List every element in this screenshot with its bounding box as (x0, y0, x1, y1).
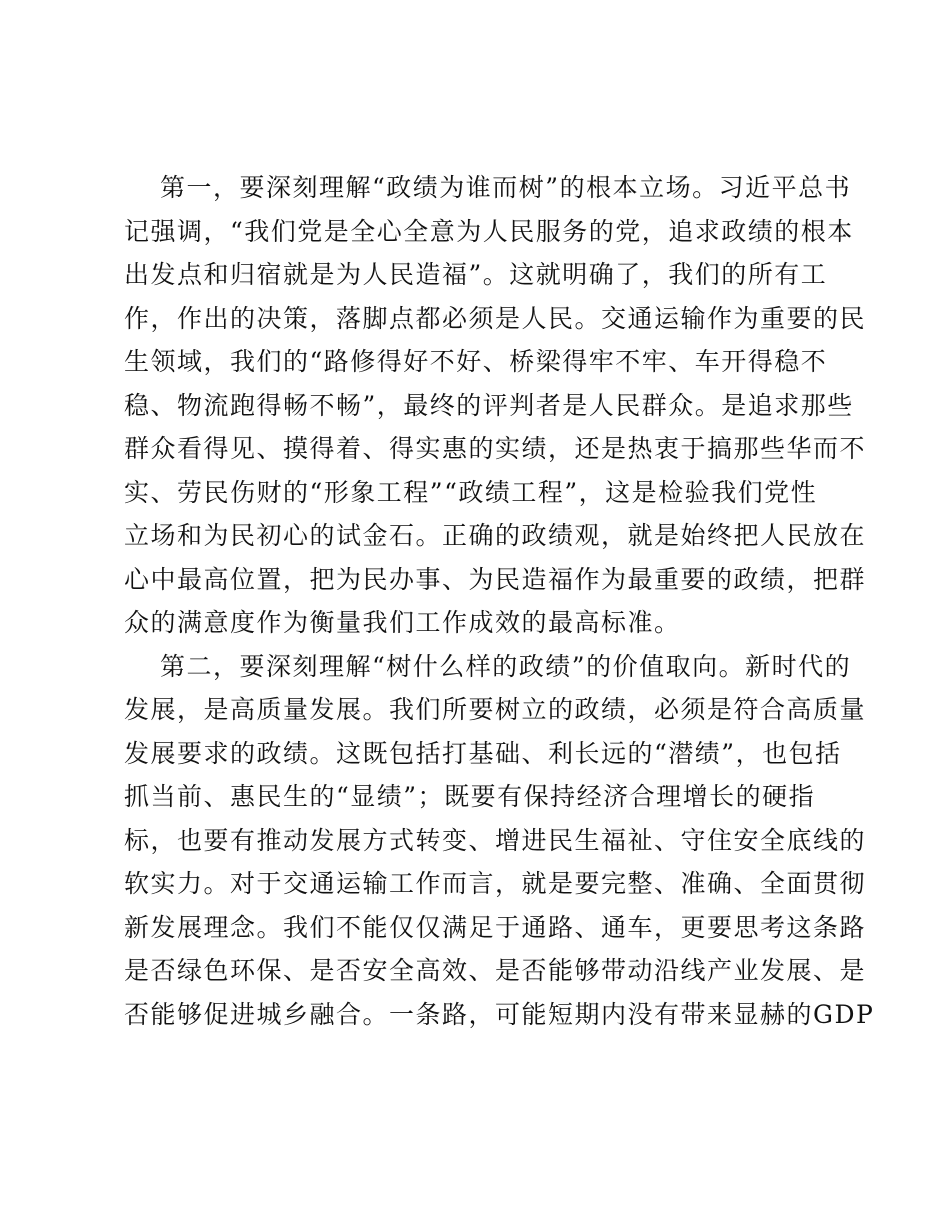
text-line: 作，作出的决策，落脚点都必须是人民。交通运输作为重要的民 (124, 303, 867, 333)
text-line: 实、劳民伤财的“形象工程”“政绩工程”，这是检验我们党性 (124, 477, 818, 507)
text-line: 软实力。对于交通运输工作而言，就是要完整、准确、全面贯彻 (124, 869, 867, 898)
text-line: 立场和为民初心的试金石。正确的政绩观，就是始终把人民放在 (124, 521, 867, 550)
text-line: 标，也要有推动发展方式转变、增进民生福祉、守住安全底线的 (124, 825, 867, 855)
text-line: 是否绿色环保、是否安全高效、是否能够带动沿线产业发展、是 (124, 956, 867, 985)
text-line: 心中最高位置，把为民办事、为民造福作为最重要的政绩，把群 (124, 564, 867, 594)
text-line: 发展要求的政绩。这既包括打基础、利长远的“潜绩”，也包括 (124, 738, 842, 768)
text-line: 众的满意度作为衡量我们工作成效的最高标准。 (124, 608, 681, 637)
text-line: 群众看得见、摸得着、得实惠的实绩，还是热衷于搞那些华而不 (124, 434, 867, 463)
paragraph-1 (124, 166, 867, 645)
text-line: 生领域，我们的“路修得好不好、桥梁得牢不牢、车开得稳不 (124, 347, 828, 376)
text-line: 否能够促进城乡融合。一条路，可能短期内没有带来显赫的GDP (124, 999, 875, 1029)
text-line: 记强调，“我们党是全心全意为人民服务的党，追求政绩的根本 (124, 216, 854, 246)
text-line: 第一，要深刻理解“政绩为谁而树”的根本立场。习近平总书 (160, 173, 852, 202)
text-line: 第二，要深刻理解“树什么样的政绩”的价值取向。新时代的 (160, 651, 852, 681)
text-line: 出发点和归宿就是为人民造福”。这就明确了，我们的所有工 (124, 260, 828, 289)
paragraph-2 (124, 645, 875, 1037)
text-line: 稳、物流跑得畅不畅”，最终的评判者是人民群众。是追求那些 (124, 390, 854, 420)
document-body (124, 166, 875, 1036)
text-line: 发展，是高质量发展。我们所要树立的政绩，必须是符合高质量 (124, 695, 867, 724)
text-line: 抓当前、惠民生的“显绩”；既要有保持经济合理增长的硬指 (124, 782, 816, 811)
text-line: 新发展理念。我们不能仅仅满足于通路、通车，更要思考这条路 (124, 912, 867, 942)
